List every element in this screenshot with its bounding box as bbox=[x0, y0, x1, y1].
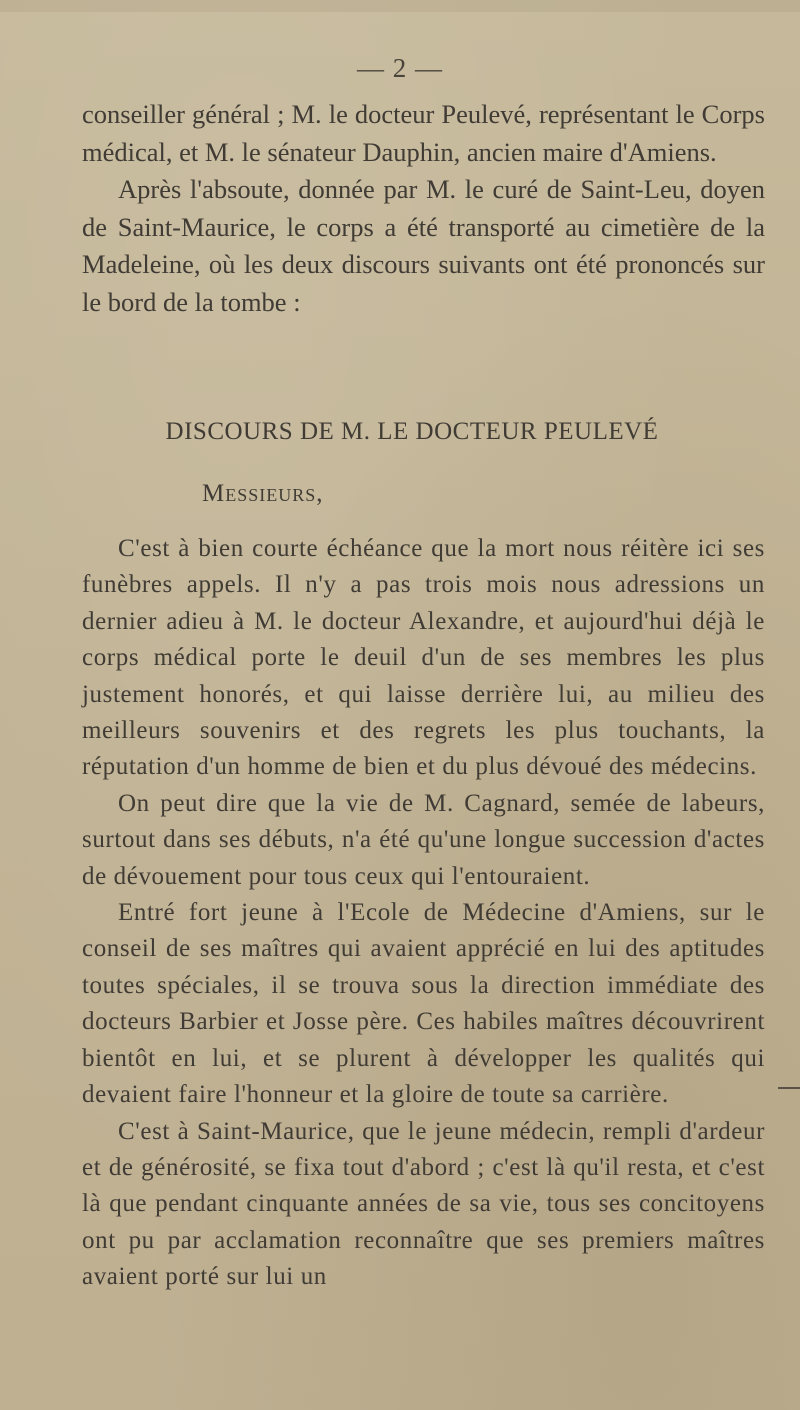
paragraph: C'est à Saint-Maurice, que le jeune médecin, rempli d'ardeur et de générosité, se fixa tout d'abord ; c'est là qu'il resta, et c'est là que pendant cinquante années de sa vie, tous ses concitoyens ont pu par acclamation reconnaître que ses premiers maîtres avaient porté sur lui un bbox=[82, 1117, 765, 1291]
paragraph: Après l'absoute, donnée par M. le curé de Saint-Leu, doyen de Saint-Maurice, le corps a été transporté au cimetière de la Madeleine, où les deux discours suivants ont été prononcés sur le bord de la tombe : bbox=[82, 174, 765, 317]
paper-edge bbox=[0, 0, 800, 12]
paragraph: On peut dire que la vie de M. Cagnard, semée de labeurs, surtout dans ses débuts, n'a été qu'une longue succession d'actes de dévouement pour tous ceux qui l'entouraient. bbox=[82, 789, 765, 890]
paragraph: Entré fort jeune à l'Ecole de Médecine d'Amiens, sur le conseil de ses maîtres qui avaient apprécié en lui des aptitudes toutes spéciales, il se trouva sous la direction immédiate des docteurs Barbier et Josse père. Ces habiles maîtres découvrirent bientôt en lui, et se plurent à développer les qualités qui devaient faire l'honneur et la gloire de toute sa carrière. bbox=[82, 899, 765, 1109]
page-number: — 2 — bbox=[357, 53, 443, 83]
salutation: Messieurs, bbox=[202, 480, 324, 507]
margin-mark bbox=[778, 1087, 800, 1089]
paragraph: C'est à bien courte échéance que la mort nous réitère ici ses funèbres appels. Il n'y a pas trois mois nous adressions un dernier adieu à M. le docteur Alexandre, et aujourd'hui déjà le corps médical porte le deuil d'un de ses membres les plus justement honorés, et qui laisse derrière lui, au milieu des meilleurs souvenirs et des regrets les plus touchants, la réputation d'un homme de bien et du plus dévoué des médecins. bbox=[82, 535, 765, 781]
speech-text bbox=[82, 531, 765, 1296]
opening-text bbox=[82, 96, 765, 321]
section-heading: DISCOURS DE M. LE DOCTEUR PEULEVÉ bbox=[165, 418, 659, 445]
paragraph: conseiller général ; M. le docteur Peulevé, représentant le Corps médical, et M. le sénateur Dauphin, ancien maire d'Amiens. bbox=[82, 99, 765, 167]
